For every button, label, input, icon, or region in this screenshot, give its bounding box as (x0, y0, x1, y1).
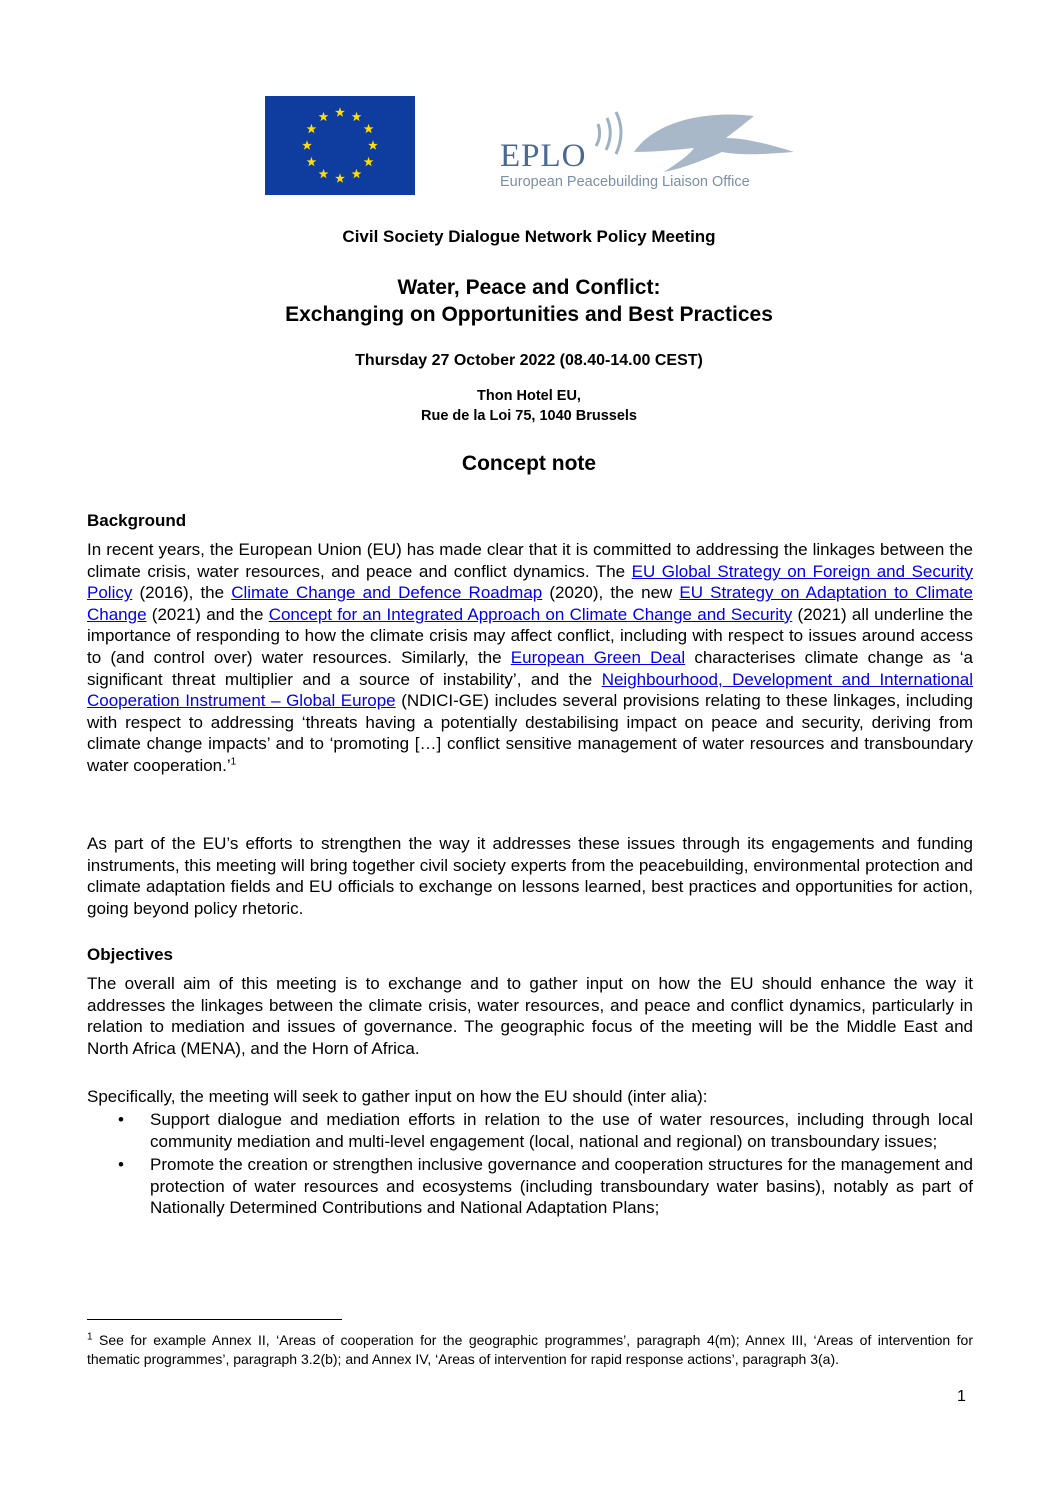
objectives-paragraph-1: The overall aim of this meeting is to exchange and to gather input on how the EU should enhance the way it addresses the linkages between the climate crisis, water resources, and peace and conflict dynamics, particularly in relation to mediation and issues of governance. The geographic focus of the meeting will be the Middle East and North Africa (MENA), and the Horn of Africa. (87, 974, 973, 1058)
bullet-icon: • (118, 1110, 124, 1129)
eu-star-icon (335, 107, 345, 116)
eu-star-icon (368, 140, 378, 149)
meeting-date: Thursday 27 October 2022 (08.40-14.00 CEST) (355, 352, 703, 369)
footnote-reference[interactable]: 1 (230, 756, 237, 768)
eplo-wordmark: EPLO (500, 138, 587, 174)
bullet-icon: • (118, 1155, 124, 1175)
eu-flag-logo (265, 96, 415, 195)
link-eu-global-strategy[interactable]: EU Global Strategy on Foreign and Security Policy (87, 561, 973, 603)
link-ndici-global-europe[interactable]: Neighbourhood, Development and International Cooperation Instrument – Global Europe (87, 669, 974, 711)
meeting-venue (0, 386, 1058, 426)
text-segment: (2021) all underline the importance of responding to how the climate crisis may affect conflict, including with respect to issues around access to (and control over) water resources. Similarly, the (87, 604, 974, 667)
venue-line-1: Thon Hotel EU, (477, 388, 581, 404)
footnote-text: See for example Annex II, ‘Areas of cooperation for the geographic programmes’, paragraph 4(m); Annex III, ‘Areas of intervention for thematic programmes’, paragraph 3.2(b); and Annex IV, ‘Areas of intervention for rapid response actions’, paragraph 3(a). (87, 1332, 973, 1367)
document-type: Concept note (461, 452, 597, 475)
background-paragraph-1 (87, 539, 973, 777)
title-line-2: Exchanging on Opportunities and Best Practices (285, 303, 773, 326)
eplo-subtitle: European Peacebuilding Liaison Office (500, 174, 750, 190)
objectives-heading: Objectives (87, 945, 173, 964)
text-segment: In recent years, the European Union (EU) has made clear that it is committed to addressing the linkages between the climate crisis, water resources, and peace and conflict dynamics. The (87, 540, 973, 581)
text-segment: characterises climate change as ‘a significant threat multiplier and a source of instability’, and the (87, 647, 974, 689)
page-number: 1 (957, 1388, 966, 1405)
eplo-logo (496, 100, 796, 200)
footnote-divider (87, 1319, 342, 1320)
footnote-number: 1 (87, 1331, 93, 1343)
text-segment: (NDICI-GE) includes several provisions relating to these linkages, including with respect to addressing ‘threats having a potentially destabilising impact on peace and security, deriving from climate change impacts’ and to ‘promoting […] conflict sensitive management of water resources and transboundary water cooperation.’ (87, 691, 973, 775)
link-european-green-deal[interactable]: European Green Deal (510, 647, 686, 667)
text-segment: (2016), the (132, 583, 232, 603)
link-climate-defence-roadmap[interactable]: Climate Change and Defence Roadmap (231, 583, 543, 603)
list-item-text: Support dialogue and mediation efforts in relation to the use of water resources, including through local community mediation and multi-level engagement (local, national and regional) on transboundary issues; (150, 1110, 973, 1151)
meeting-name: Civil Society Dialogue Network Policy Meeting (342, 227, 716, 246)
eu-star-icon (335, 173, 345, 182)
eu-star-icon (319, 112, 329, 121)
list-item (87, 1154, 973, 1219)
venue-line-2: Rue de la Loi 75, 1040 Brussels (421, 408, 637, 424)
link-integrated-approach-concept[interactable]: Concept for an Integrated Approach on Climate Change and Security (268, 604, 793, 624)
eplo-dove-icon (594, 102, 799, 174)
link-eu-adaptation-strategy[interactable]: EU Strategy on Adaptation to Climate Change (87, 583, 973, 624)
objectives-bullet-list (87, 1109, 973, 1221)
objectives-paragraph-2: Specifically, the meeting will seek to gather input on how the EU should (inter alia): (87, 1087, 708, 1106)
text-segment: (2020), the new (542, 583, 680, 603)
title-line-1: Water, Peace and Conflict: (397, 276, 661, 299)
eu-star-icon (352, 169, 362, 178)
eu-star-icon (306, 124, 316, 133)
footnote (87, 1331, 973, 1369)
eu-star-icon (319, 169, 329, 178)
document-title (0, 274, 1058, 328)
eu-star-icon (364, 157, 374, 166)
background-heading: Background (87, 511, 187, 530)
eu-star-icon (364, 124, 374, 133)
text-segment: (2021) and the (146, 604, 269, 624)
eu-star-icon (302, 140, 312, 149)
eu-star-icon (306, 157, 316, 166)
list-item-text: Promote the creation or strengthen inclusive governance and cooperation structures for the management and protection of water resources and ecosystems (including transboundary water basins), notably as part of Nationally Determined Contributions and National Adaptation Plans; (150, 1155, 973, 1218)
background-paragraph-2: As part of the EU’s efforts to strengthen the way it addresses these issues through its engagements and funding instruments, this meeting will bring together civil society experts from the peacebuilding, environmental protection and climate adaptation fields and EU officials to exchange on lessons learned, best practices and opportunities for action, going beyond policy rhetoric. (87, 834, 973, 918)
eu-star-icon (352, 112, 362, 121)
eu-flag-icon (265, 96, 415, 195)
list-item (87, 1109, 973, 1152)
